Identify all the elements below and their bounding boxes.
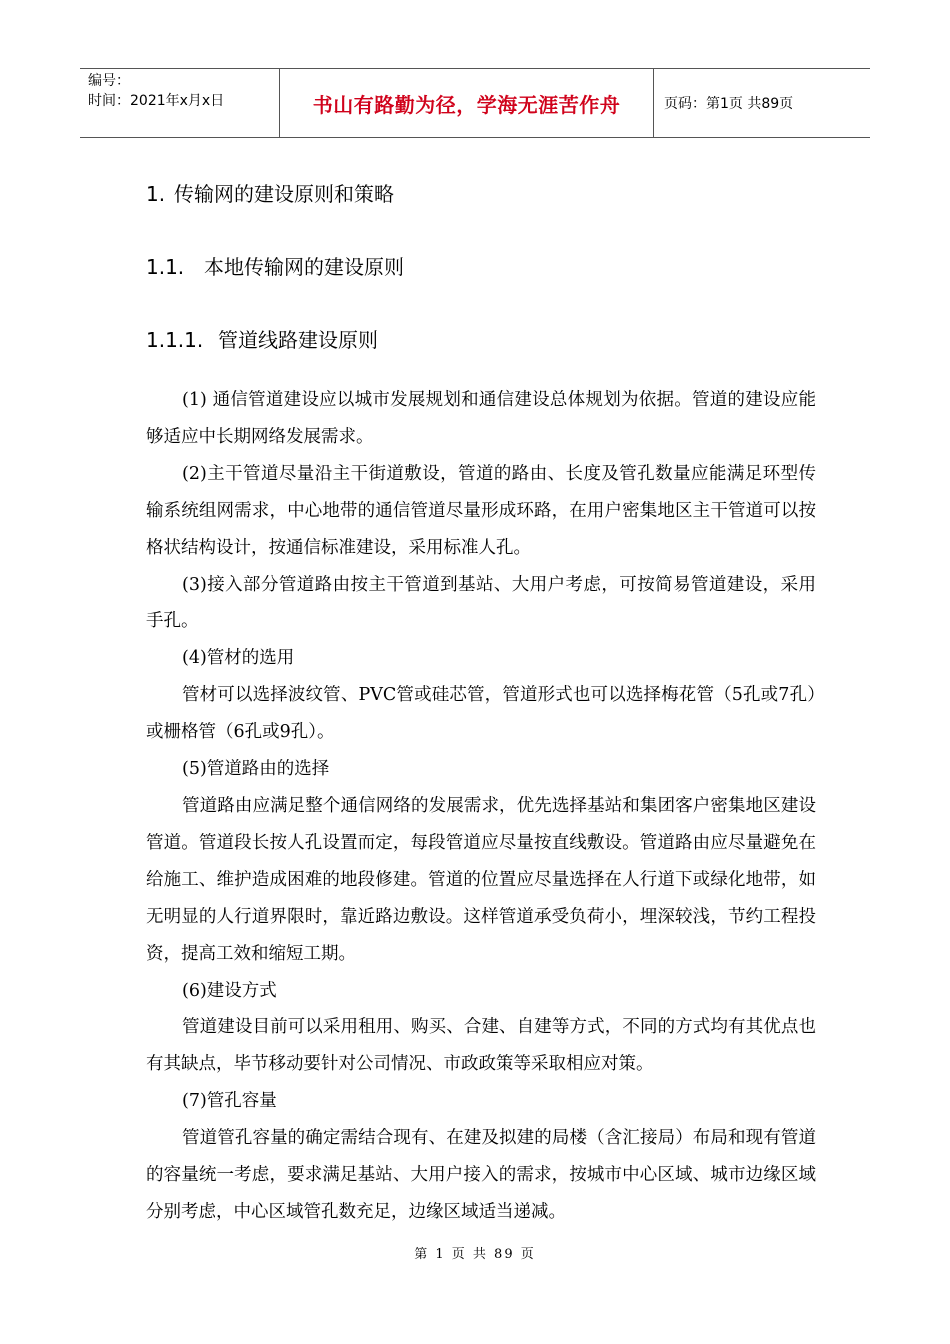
paragraph: (6)建设方式 <box>182 980 277 1001</box>
paragraph: (2)主干管道尽量沿主干街道敷设，管道的路由、长度及管孔数量应能满足环型传输系统组网需求，中心地带的通信管道尽量形成环路，在用户密集地区主干管道可以按格状结构设计，按通信标准建设，采用标准人孔。 <box>146 463 816 558</box>
heading-number: 1. <box>146 182 166 206</box>
heading-level-2 <box>146 253 404 281</box>
paragraph: 管材可以选择波纹管、PVC管或硅芯管，管道形式也可以选择梅花管（5孔或7孔）或栅格管（6孔或9孔）。 <box>146 685 816 743</box>
paragraph: (5)管道路由的选择 <box>182 759 330 780</box>
page-header <box>80 68 870 138</box>
paragraph: 管道建设目前可以采用租用、购买、合建、自建等方式，不同的方式均有其优点也有其缺点，毕节移动要针对公司情况、市政政策等采取相应对策。 <box>146 1017 816 1075</box>
paragraph: (7)管孔容量 <box>182 1091 277 1112</box>
header-number-label: 编号： <box>88 73 130 89</box>
header-motto: 书山有路勤为径，学海无涯苦作舟 <box>280 69 654 137</box>
header-page-info: 页码：第1页 共89页 <box>664 96 794 112</box>
page-footer: 第 1 页 共 89 页 <box>414 1247 536 1262</box>
heading-text: 传输网的建设原则和策略 <box>174 182 394 206</box>
heading-text: 本地传输网的建设原则 <box>204 255 404 279</box>
body-text <box>146 382 816 1231</box>
paragraph: (3)接入部分管道路由按主干管道到基站、大用户考虑，可按简易管道建设，采用手孔。 <box>146 574 816 632</box>
heading-level-1 <box>146 180 394 208</box>
header-date-label: 时间：2021年x月x日 <box>88 93 225 109</box>
paragraph: (1) 通信管道建设应以城市发展规划和通信建设总体规划为依据。管道的建设应能够适应中长期网络发展需求。 <box>146 390 816 447</box>
heading-number: 1.1. <box>146 255 185 279</box>
header-meta <box>80 69 280 137</box>
paragraph: (4)管材的选用 <box>182 648 295 669</box>
paragraph: 管道路由应满足整个通信网络的发展需求，优先选择基站和集团客户密集地区建设管道。管道段长按人孔设置而定，每段管道应尽量按直线敷设。管道路由应尽量避免在给施工、维护造成困难的地段修建。管道的位置应尽量选择在人行道下或绿化地带，如无明显的人行道界限时，靠近路边敷设。这样管道承受负荷小，埋深较浅，节约工程投资，提高工效和缩短工期。 <box>146 795 816 964</box>
heading-number: 1.1.1. <box>146 328 204 352</box>
heading-text: 管道线路建设原则 <box>218 328 378 352</box>
heading-level-3 <box>146 326 378 354</box>
paragraph: 管道管孔容量的确定需结合现有、在建及拟建的局楼（含汇接局）布局和现有管道的容量统一考虑，要求满足基站、大用户接入的需求，按城市中心区域、城市边缘区域分别考虑，中心区域管孔数充足，边缘区域适当递减。 <box>146 1128 816 1222</box>
